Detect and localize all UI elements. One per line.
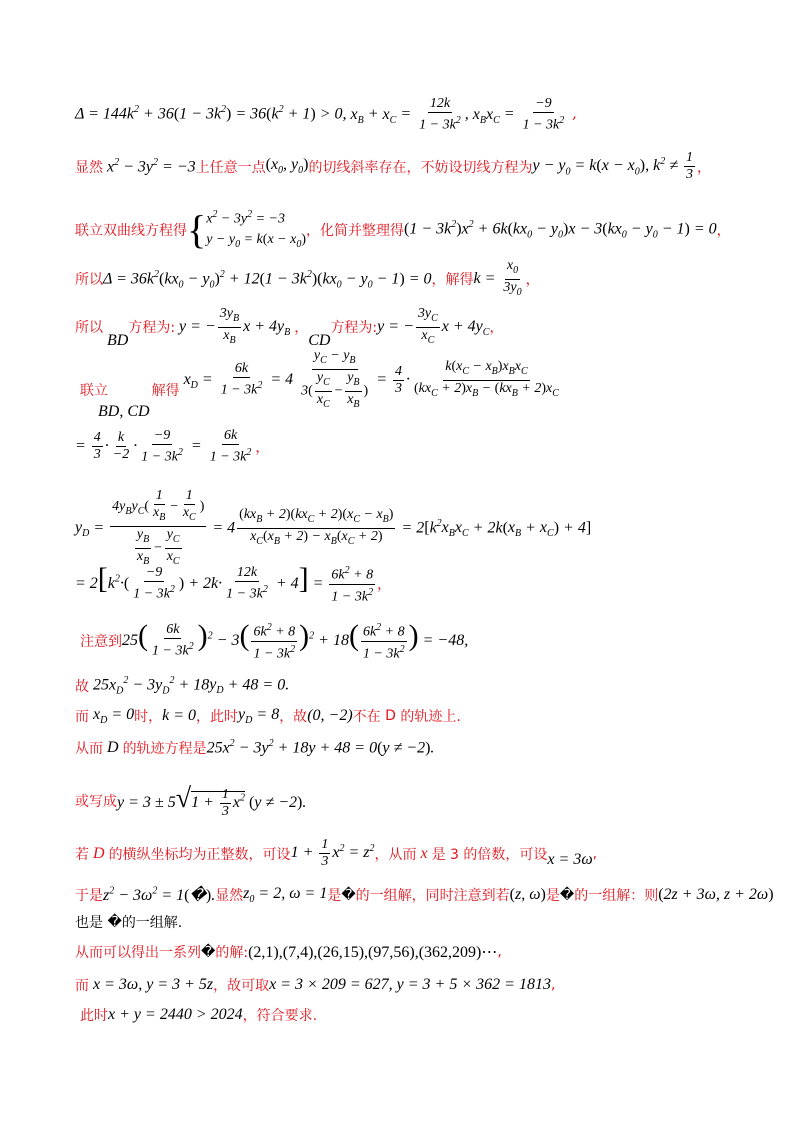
math-point: ($x_0$, $y_0$) [265,156,309,177]
text-l24a: 此时 [80,1008,108,1024]
text-l6b: 解得 [151,383,180,400]
text-l19c: ，从而 [374,846,417,863]
math-yd: $y_D$ = $4y_By_C$( $\frac{1}{x_B}$ − $\frac{1}{x_C}$ ) $\frac{y_B}{x_B}$ − $\frac{y_C}{x_C}$ = 4 $\frac{(kx_B + 2)(kx_C + 2)(x_C - x_B)}{x_C(x_B + 2) - x_B(x_C + 2)}$ = $2[k^2x_Bx_C + 2k(x_B + x_C) + 4]$ [75,488,592,567]
math-delta-zero: $\Delta = 36k^2(kx_0 - y_0)^2 + 12(1 - 3k^2)(kx_0 - y_0 - 1) = 0$ [103,268,432,291]
line-18: 从而可以得出一系列 � 的解: (2,1),(7,4),(26,15),(97,56),(362,209)⋯ , [75,944,502,961]
text-l20a: 于是 [75,888,103,905]
text-l20d: 的一组解，同时注意到若 [355,888,510,905]
text-l16b: 时， [134,709,163,726]
line-16: 于是 $z^2 - 3\omega^2$ = 1(�). 显然 $z_0 = 2$, ω = 1 是 � 的一组解，同时注意到若 (z, ω) 是 � 的一组解：则 (2z + 3ω, z + 2ω) [75,885,774,906]
text-l5a: 所以 [75,320,103,337]
text-l2b: 上任意一点 [195,159,266,176]
line-7: = $\frac{4}{3}$ · $\frac{k}{-2}$ · $\frac{-9}{1 - 3k^2}$ = $\frac{6k}{1 - 3k^2}$ ， [75,428,270,465]
line-8 [75,488,591,569]
line-5: 所以 BD 方程为: y = − $\frac{3y_B}{x_B}$ $x + 4y_B$ ， CD 方程为: y = − $\frac{3y_C}{x_C}$ $x + 4y_C$ ， [75,306,504,350]
text-l5b: 方程为: [128,320,176,337]
line-9: = $2[k^2\cdot$( $\frac{-9}{1 - 3k^2}$ ) + 2k· $\frac{12k}{1 - 3k^2}$ + 4] = $\frac{6k^2 + 8}{1 - 3k^2}$ ， [75,561,392,605]
text-l20c: 是 [327,888,342,905]
text-l20e: 是 [545,888,560,905]
line-4: 所以 $\Delta = 36k^2(kx_0 - y_0)^2 + 12(1 - 3k^2)(kx_0 - y_0 - 1) = 0$ ，解得 k = $\frac{x_0}{3y_0}$ ， [75,258,540,301]
text-l24b: ，符合要求. [242,1008,318,1024]
text-l16a: 而 [75,709,89,726]
text-l3a: 联立双曲线方程得 [75,222,187,239]
text-l16d: ，故 [279,709,308,726]
math-tangent: $y - y_0 = k(x - x_0)$, $k^2$ ≠ $\frac{1}{3}$ [532,150,693,182]
text-l21b: 的一组解. [121,915,183,931]
line-11 [75,675,289,697]
text-l18a: 或写成 [75,794,117,811]
text-l6a: 联立 [80,383,108,400]
text-l19b: 的横纵坐标均为正整数，可设 [108,846,291,863]
text-l19a: 若 [75,846,89,863]
line-3: 联立双曲线方程得 { $x^2 - 3y^2 = -3$ $y - y_0 = k(x - x_0)$ ，化简并整理得 $(1 - 3k^2)x^2 + 6k(kx_0 - y_0)x - 3(kx_0 - y_0 - 1) = 0$ ， [75,205,731,254]
text-l17b: 的轨迹方程是 [122,741,207,757]
line-19: 而 x = 3ω, y = 3 + 5z ，故可取 x = 3 × 209 = 627, y = 3 + 5 × 362 = 1813 , [75,976,556,994]
text-l23a: 而 [75,978,89,994]
text-l20f: 的一组解：则 [574,888,659,905]
line-6 [80,348,563,422]
text-l14a: 注意到 [80,634,122,651]
math-yd-result: = $2[k^2\cdot$( $\frac{-9}{1 - 3k^2}$ ) + 2k· $\frac{12k}{1 - 3k^2}$ + 4] = $\frac{6k^2 + 8}{1 - 3k^2}$ [75,561,374,605]
math-xd-result: = $\frac{4}{3}$ · $\frac{k}{-2}$ · $\frac{-9}{1 - 3k^2}$ = $\frac{6k}{1 - 3k^2}$ [75,428,252,465]
missing-glyph: � [189,887,206,905]
math-xd: $x_D$ = $\frac{6k}{1 - 3k^2}$ = 4 $y_C - y_B$ 3( $\frac{y_C}{x_C}$ − $\frac{y_B}{x_B}$ ) = $\frac{4}{3}$ · $\frac{k(x_C - x_B)x_Bx_C}{(kx_C + 2)x_B - (kx_B + 2)x_C}$ [183,348,559,410]
math-system: { $x^2 - 3y^2 = -3$ $y - y_0 = k(x - x_0)$ [187,206,306,252]
math-locus-eq: $25x_D^2 - 3y_D^2 + 18y_D + 48 = 0$. [89,675,290,697]
math-k-value: k = $\frac{x_0}{3y_0}$ [473,258,522,298]
text-l17a: 从而 [75,741,103,757]
text-l3b: ，化简并整理得 [306,222,404,239]
line-10 [80,620,468,662]
line-15: 若 D 的横纵坐标均为正整数，可设 1 + $\frac{1}{3}$ $x^2 = z^2$ ，从而 x 是 3 的倍数，可设 x = 3ω , [75,837,598,869]
text-l2a: 显然 [75,159,103,176]
text-l6bd: BD, CD [98,403,150,421]
math-cd-line: y = − $\frac{3y_C}{x_C}$ $x + 4y_C$ [377,306,490,346]
text-l5c: 方程为: [330,320,378,337]
text-l2c: 的切线斜率存在，不妨设切线方程为 [308,159,533,176]
math-discriminant: $\Delta = 144k^2 + 36(1 - 3k^2) = 36(k^2 + 1) > 0$, $x_B + x_C$ = $\frac{12k}{1 - 3k^2}$ , $x_Bx_C$ = $\frac{-9}{1 - 3k^2}$ , [75,96,578,133]
text-l20b: 显然 [215,888,244,905]
line-17: 也是 � 的一组解. [75,914,183,931]
text-l4a: 所以 [75,272,103,289]
text-l23b: ，故可取 [213,978,270,994]
math-check: 25( $\frac{6k}{1 - 3k^2}$ )$^2$ − 3( $\frac{6k^2 + 8}{1 - 3k^2}$ )$^2$ + 18( $\frac{6k^2 + 8}{1 - 3k^2}$ ) = −48, [122,618,469,662]
math-bd-line: y = − $\frac{3y_B}{x_B}$ $x + 4y_B$ [179,306,291,346]
line-1 [75,96,577,134]
line-20: 此时 x + y = 2440 > 2024 ，符合要求. [80,1006,318,1024]
line-2: 显然 $x^2 - 3y^2 = -3$ 上任意一点 ($x_0$, $y_0$) 的切线斜率存在，不妨设切线方程为 $y - y_0 = k(x - x_0)$, $k^2$ ≠ $\frac{1}{3}$ ， [75,150,711,182]
text-l16e: 不在 [352,709,381,726]
text-l22a: 从而可以得出一系列 [75,945,201,961]
math-quadratic: $(1 - 3k^2)x^2 + 6k(kx_0 - y_0)x - 3(kx_0 - y_0 - 1) = 0$ [404,218,717,241]
text-l21a: 也是 [75,915,103,931]
line-14 [75,783,306,820]
text-l16c: ，此时 [196,709,239,726]
text-l19d: 是 3 的倍数，可设 [431,846,548,863]
line-12: 而 $x_D = 0$ 时， k = 0 ，此时 $y_D = 8$ ，故 (0, −2) 不在 D 的轨迹上. [75,706,461,727]
math-locus-final: $25x^2 - 3y^2 + 18y + 48 = 0(y \ne -2)$. [206,738,435,757]
text-l16f: 的轨迹上. [400,709,461,726]
line-13: 从而 D 的轨迹方程是 $25x^2 - 3y^2 + 18y + 48 = 0(y \ne -2)$. [75,738,435,757]
text-l22b: 的解: [215,945,249,961]
text-l15a: 故 [75,678,89,695]
math-solutions: (2,1),(7,4),(26,15),(97,56),(362,209)⋯ [248,944,498,961]
math-hyperbola: $x^2 - 3y^2 = -3$ [107,156,196,176]
text-l4b: ，解得 [431,272,474,289]
math-alt-form: y = 3 ± 5√1 + $\frac{1}{3}$ $x^2$ (y ≠ −2). [117,783,307,819]
